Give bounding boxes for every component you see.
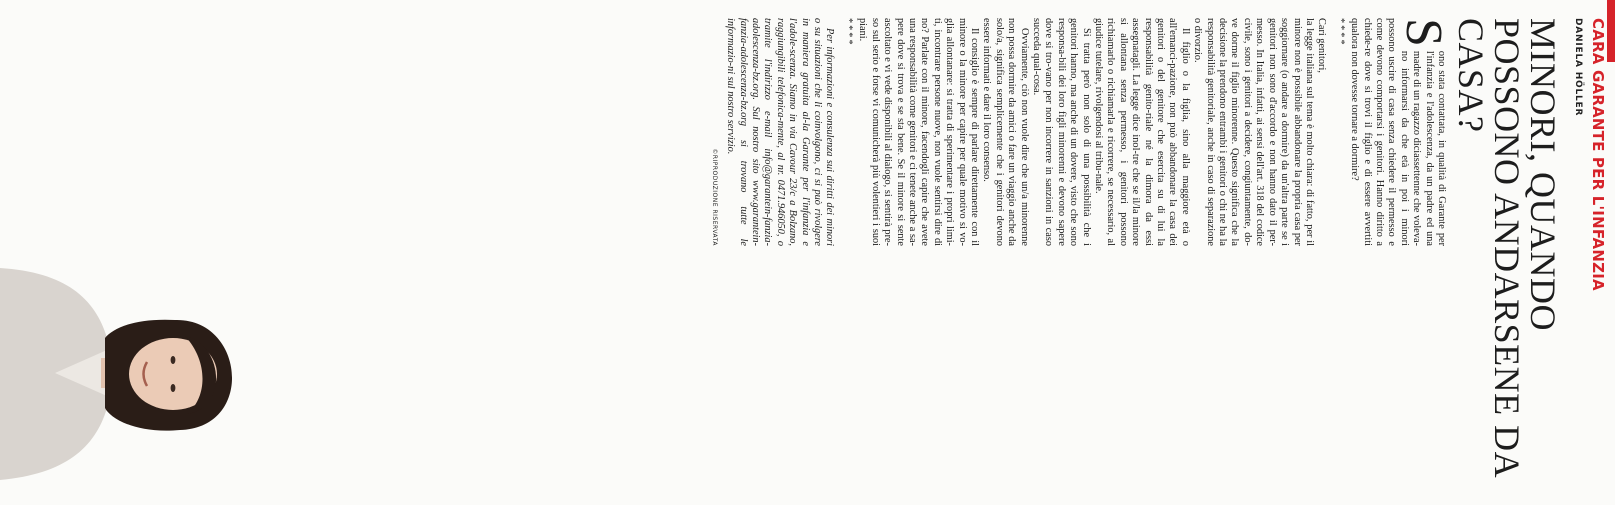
drop-cap: S: [1395, 18, 1452, 47]
copyright-note: ©RIPRODUZIONE RISERVATA: [710, 148, 718, 246]
body-paragraph: Il figlio o la figlia, sino alla maggiore età o all'emanci-pazione, non può abbandonare la casa dei genitori o del genitore che esercita su di lui la responsabilità genito-riale né la dimora da essi assegnatagli. La legge dice inol-tre che se il/la minore si allontana senza permesso, i genitori possono richiamarlo o richiamarla e ricorrere, se necessario, al giudice tutelare, rivolgendosi al tribu-nale.: [1093, 18, 1191, 246]
separator-stars: ****: [1334, 18, 1346, 47]
intro-text: ono stata contattata, in qualità di Garante per l'infanzia e l'adolescenza, da un padre ed una madre di un ragazzo diciassettenne che voleva-no informarsi da che età in poi i minori possono uscire di casa senza chiedere il permesso e come devono comportarsi i genitori. Hanno diritto a chiede-re dove si trovi il figlio e di essere avvertiti qualora non dovesse tornare a dormire?: [1349, 18, 1447, 246]
article-headline: MINORI, QUANDO POSSONO ANDARSENE DA CASA?: [1451, 18, 1563, 477]
info-text: Per informazioni e consulenza sui diritti dei minori o su situazioni che li coinvolgono, ci si può rivolgere in maniera gratuita al-la Garante per l'infanzia e l'adole-scenza. Siamo in via Cavour 23/c a Bolzano, raggiungibili telefonica-mente, al nr. 0471.946050, o tramite l'indirizzo e-mail info@garantein-fanzia-adolescenza-bz.org. Sul nostro sito www.garantein-fanzia-adolescenza-bz.org si trovano tutte le informazio-ni sul nostro servizio.: [725, 18, 836, 246]
author-byline: DANIELA HÖLLER: [1573, 18, 1583, 117]
intro-paragraph: [1348, 18, 1452, 246]
body-paragraph: Il consiglio è sempre di parlare direttamente con il minore o la minore per capire per quale motivo si vo-glia allontanare: si tratta di sperimentare i propri limi-ti, incontrare persone nuove, non vuole sentirsi dire di no? Parlate con il minore, facendogli capire che avete una responsabilità come genitori e ci tenete anche a sa-pere dove si trova e se sta bene. Se il minore si sente ascoltato e vi vede disponibili al dialogo, si sentirà pre-so sul serio e forse vi comunicherà più volentieri i suoi piani.: [857, 18, 980, 246]
separator-stars: ****: [842, 18, 854, 47]
author-portrait: [0, 258, 285, 488]
section-rubric: CARA GARANTE PER L'INFANZIA: [1589, 18, 1607, 291]
info-box: [707, 18, 835, 246]
body-paragraph: Ovviamente, ciò non vuole dire che un/a minorenne non possa dormire da amici o fare un viaggio anche da solo/a, significa semplicemente che i genitori devono essere informati e dare il loro consenso.: [981, 18, 1030, 246]
salutation: Cari genitori,: [1316, 18, 1328, 73]
body-paragraph: la legge italiana sul tema è molto chiara: di fatto, per il minore non è possibile abbandonare la propria casa per soggiornare (o andare a dormire) da un'altra parte se i genitori non sono d'accordo e non hanno dato il per-messo. In Italia, infatti, ai sensi dell'art. 318 del codice civile, sono i genitori a decidere, congiuntamente, do-ve dorme il figlio minorenne. Questo significa che la decisione la prendono entrambi i genitori o chi ne ha la responsabilità genitoriale, anche in caso di separazione o divorzio.: [1192, 18, 1315, 246]
accent-bar: [1607, 0, 1615, 62]
body-paragraph: Si tratta però non solo di una possibilità che i genitori hanno, ma anche di un dovere, visto che sono responsa-bili dei loro figli minorenni e devono sapere dove si tro-vano per non incorrere in sanzioni in caso succeda qual-cosa.: [1031, 18, 1092, 246]
